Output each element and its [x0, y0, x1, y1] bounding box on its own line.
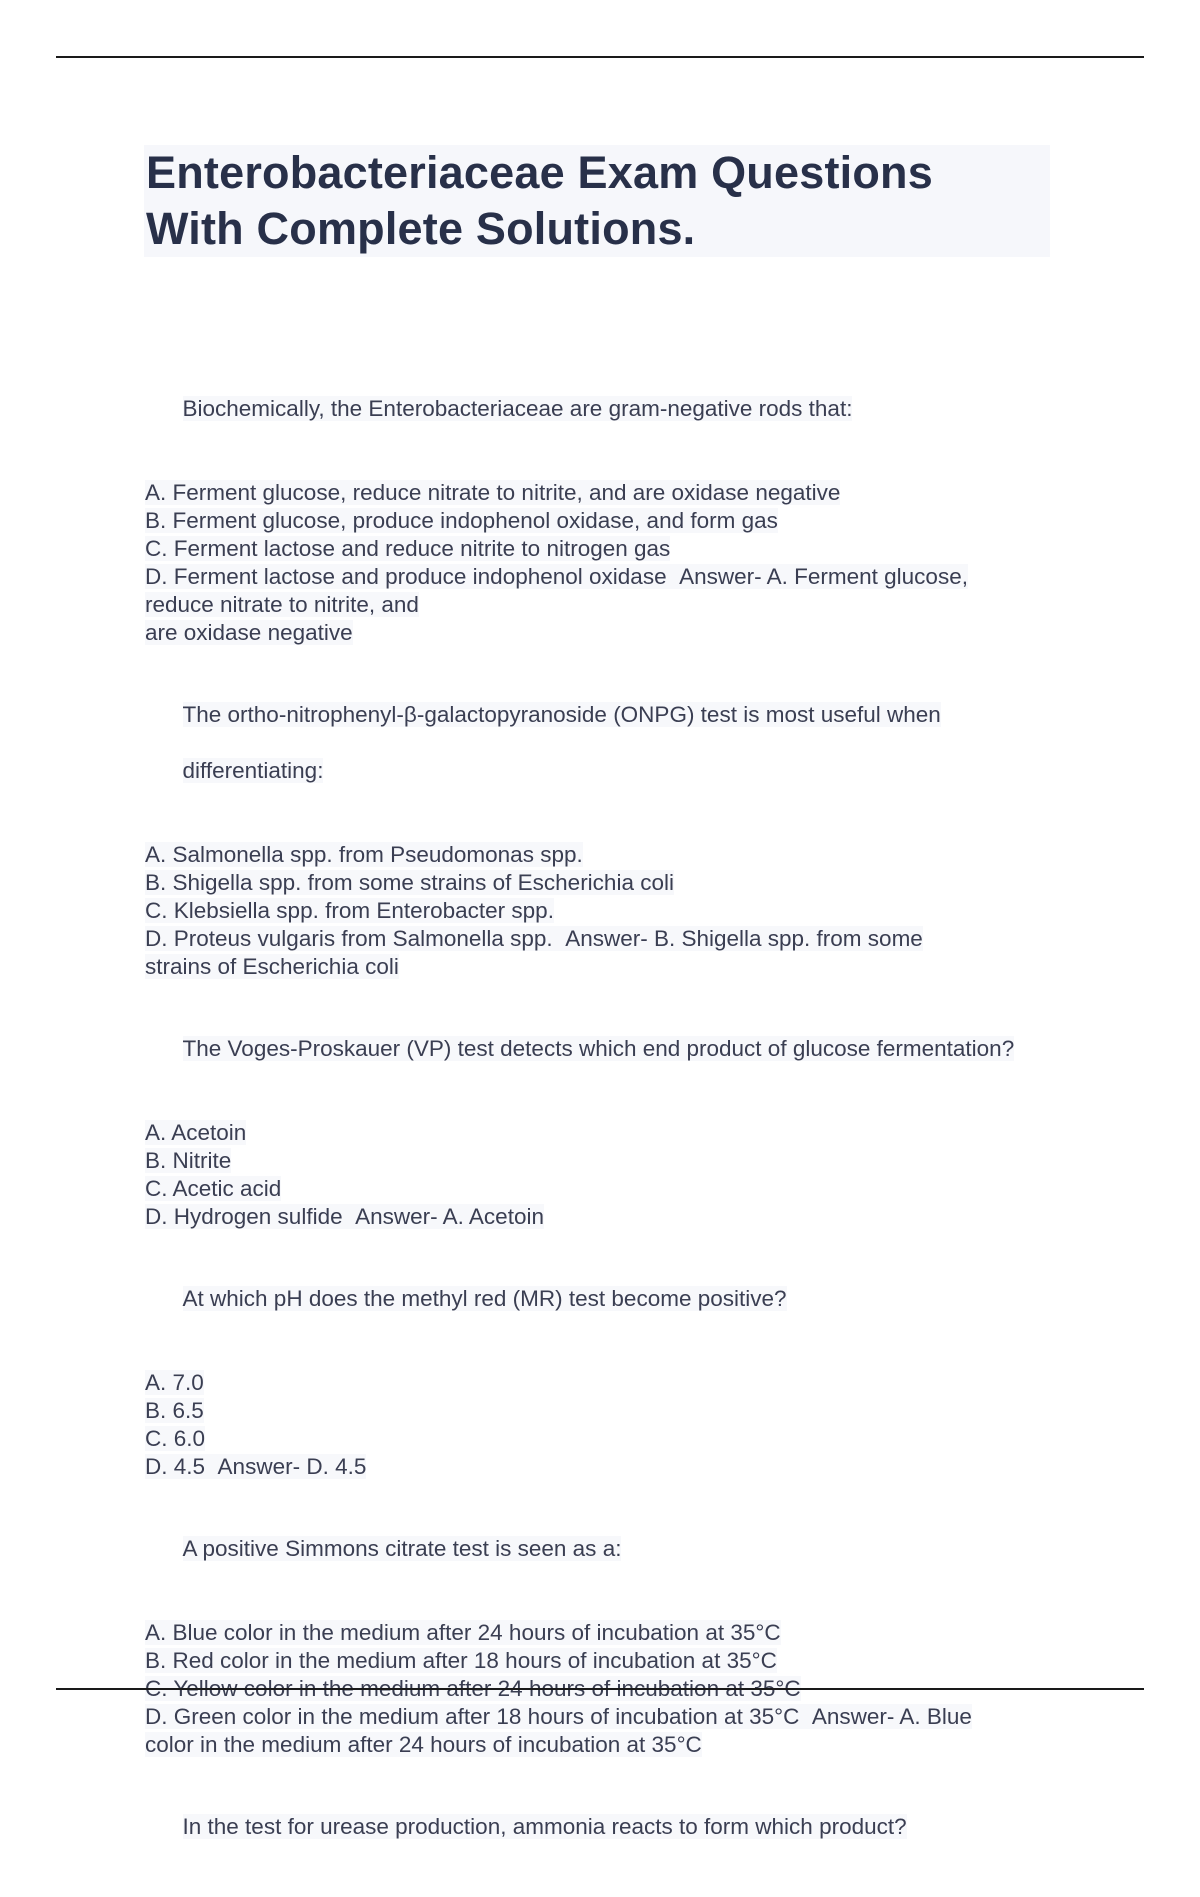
option-d: D. Ferment lactose and produce indophenol oxidase	[145, 564, 667, 589]
options-list	[145, 1119, 1065, 1231]
option-b: B. 6.5	[145, 1398, 204, 1423]
option-d: D. Proteus vulgaris from Salmonella spp.	[145, 926, 553, 951]
option-d-with-answer	[145, 1203, 1065, 1231]
option-c: C. 6.0	[145, 1426, 206, 1451]
option-d: D. Hydrogen sulfide	[145, 1204, 343, 1229]
option-a: A. Acetoin	[145, 1120, 247, 1145]
question-5	[145, 1507, 1065, 1759]
answer-continued: color in the medium after 24 hours of incubation at 35°C	[145, 1732, 702, 1757]
answer-continued: strains of Escherichia coli	[145, 954, 399, 979]
option-d-with-answer	[145, 1703, 1065, 1759]
bottom-rule	[56, 1688, 1144, 1690]
option-c: C. Yellow color in the medium after 24 hours of incubation at 35°C	[145, 1676, 801, 1701]
option-d-with-answer	[145, 563, 1065, 647]
option-d-with-answer	[145, 1453, 1065, 1481]
answer: Answer- D. 4.5	[217, 1454, 367, 1479]
answer: Answer- A. Acetoin	[355, 1204, 544, 1229]
options-list	[145, 841, 1065, 981]
question-stem: A positive Simmons citrate test is seen as a:	[182, 1536, 622, 1561]
option-a: A. Ferment glucose, reduce nitrate to nitrite, and are oxidase negative	[145, 480, 841, 505]
title-line-2: With Complete Solutions.	[146, 203, 696, 254]
options-list	[145, 1369, 1065, 1481]
question-2	[145, 673, 1065, 981]
answer: Answer- A. Ferment glucose,	[679, 564, 968, 589]
options-list	[145, 479, 1065, 647]
question-stem: At which pH does the methyl red (MR) test become positive?	[182, 1286, 787, 1311]
question-stem: Biochemically, the Enterobacteriaceae are gram-negative rods that:	[182, 396, 853, 421]
option-a: A. Blue color in the medium after 24 hours of incubation at 35°C	[145, 1620, 781, 1645]
question-3	[145, 1007, 1065, 1231]
option-c: C. Klebsiella spp. from Enterobacter spp.	[145, 898, 554, 923]
option-b: B. Ferment glucose, produce indophenol oxidase, and form gas	[145, 508, 778, 533]
option-a: A. Salmonella spp. from Pseudomonas spp.	[145, 842, 583, 867]
question-1	[145, 367, 1065, 647]
option-d: D. Green color in the medium after 18 hours of incubation at 35°C	[145, 1704, 800, 1729]
option-d-with-answer	[145, 925, 1065, 981]
answer: Answer- B. Shigella spp. from some	[565, 926, 923, 951]
title-block	[144, 145, 1050, 257]
question-6	[145, 1785, 1065, 1869]
answer-continued: reduce nitrate to nitrite, and	[145, 592, 419, 617]
questions-list	[145, 367, 1065, 1897]
question-4	[145, 1257, 1065, 1481]
option-b: B. Shigella spp. from some strains of Escherichia coli	[145, 870, 674, 895]
option-b: B. Nitrite	[145, 1148, 232, 1173]
option-b: B. Red color in the medium after 18 hours of incubation at 35°C	[145, 1648, 777, 1673]
title-line-1: Enterobacteriaceae Exam Questions	[146, 147, 933, 198]
option-d: D. 4.5	[145, 1454, 206, 1479]
option-c: C. Ferment lactose and reduce nitrite to nitrogen gas	[145, 536, 671, 561]
option-a: A. 7.0	[145, 1370, 204, 1395]
answer-continued: are oxidase negative	[145, 620, 353, 645]
question-stem: The Voges-Proskauer (VP) test detects which end product of glucose fermentation?	[182, 1036, 1015, 1061]
question-stem: The ortho-nitrophenyl-β-galactopyranoside (ONPG) test is most useful when differentiating:	[182, 702, 941, 783]
question-stem: In the test for urease production, ammonia reacts to form which product?	[182, 1814, 907, 1839]
page-title	[144, 145, 1050, 257]
option-c: C. Acetic acid	[145, 1176, 282, 1201]
answer: Answer- A. Blue	[811, 1704, 972, 1729]
top-rule	[56, 56, 1144, 58]
